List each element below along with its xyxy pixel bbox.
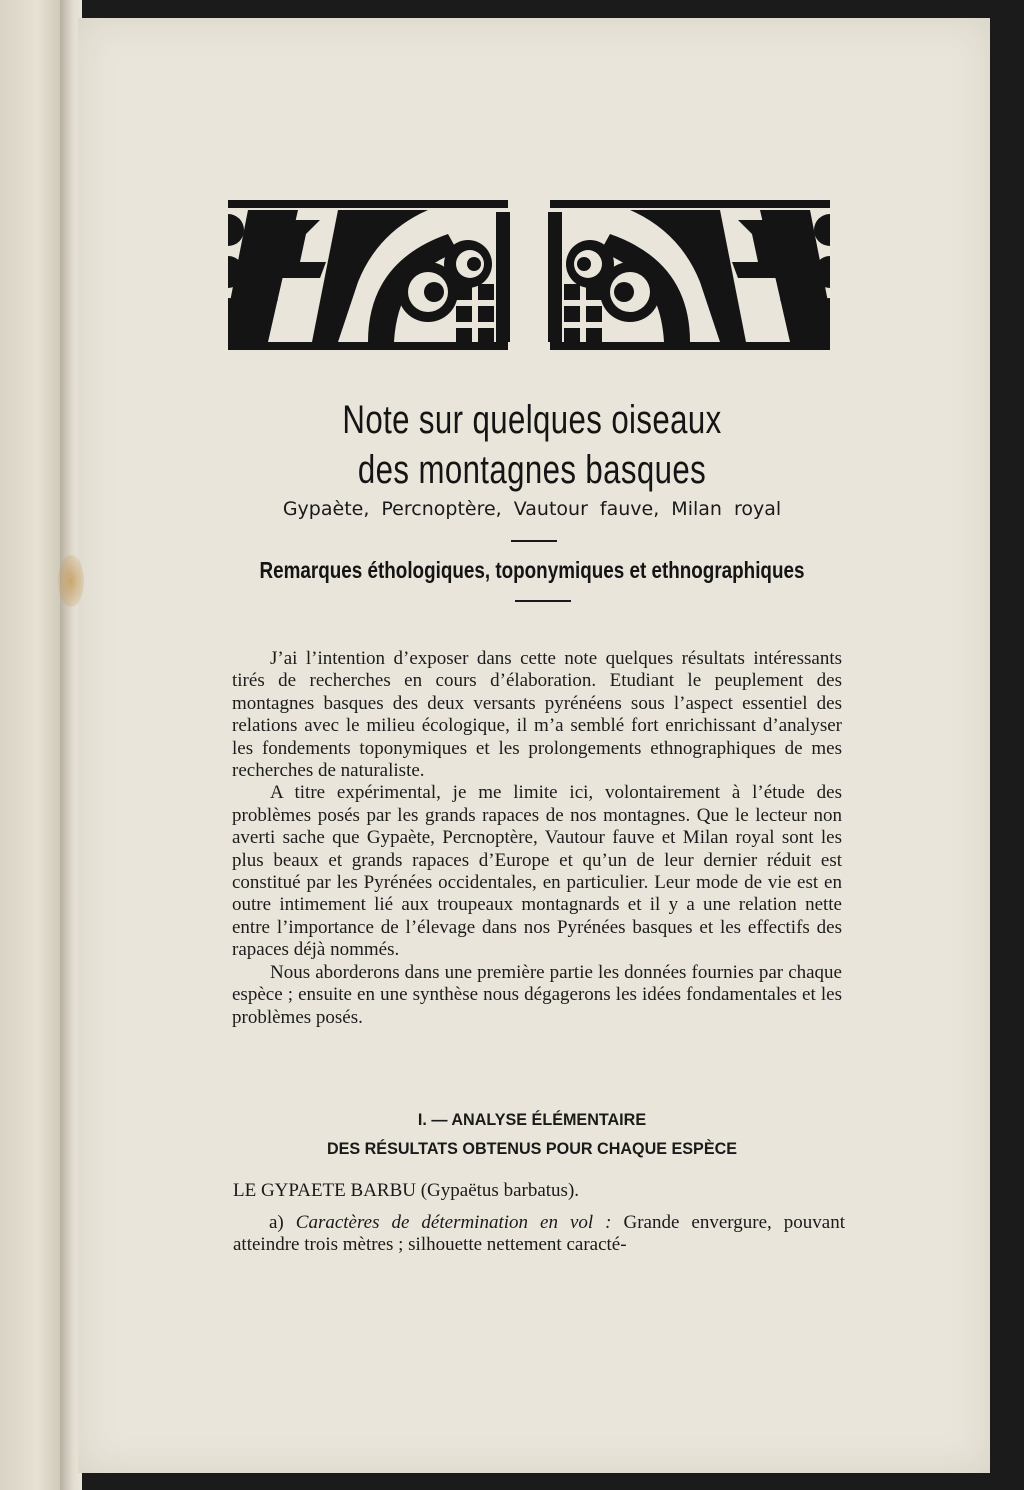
section-heading-line-1: I. — ANALYSE ÉLÉMENTAIRE — [417, 1110, 647, 1129]
title-line-2: des montagnes basques — [357, 448, 707, 492]
section-heading-line-2: DES RÉSULTATS OBTENUS POUR CHAQUE ESPÈCE — [326, 1139, 738, 1158]
title-line-1: Note sur quelques oiseaux — [342, 398, 722, 442]
species-heading — [233, 1180, 579, 1202]
characteristic-label: Caractères de détermination en vol : — [295, 1212, 612, 1233]
facing-page-edge — [0, 0, 62, 1490]
basque-ornament-frieze — [228, 192, 830, 352]
paper-stain — [58, 555, 84, 607]
paragraph: Nous aborderons dans une première partie les données fournies par chaque espèce ; ensuite en une synthèse nous dégagerons les idées fondamentales et les problèmes posés. — [232, 961, 842, 1028]
paragraph: J’ai l’intention d’exposer dans cette note quelques résultats intéressants tirés de recherches en cours d’élaboration. Etudiant le peuplement des montagnes basques des deux versants pyrénéens sous l’aspect essentiel des relations avec le milieu écologique, il m’a semblé fort enrichissant d’analyser les fondements toponymiques et les prolongements ethnographiques de mes recherches de naturaliste. — [232, 648, 842, 782]
characteristic-text: Grande envergure, pouvant atteindre trois mètres ; silhouette nettement caracté- — [233, 1212, 845, 1256]
paragraph: A titre expérimental, je me limite ici, volontairement à l’étude des problèmes posés par les grands rapaces de nos montagnes. Que le lecteur non averti sache que Gypaète, Percnoptère, Vautour fauve et Milan royal sont les plus beaux et grands rapaces d’Europe et qu’un de leur dernier réduit est constitué par les Pyrénées occidentales, en particulier. Leur mode de vie est en outre intimement lié aux troupeaux montagnards et il y a une relation nette entre l’importance de l’élevage dans nos Pyrénées basques et les effectifs des rapaces déjà nommés. — [232, 782, 842, 961]
species-name: LE GYPAETE BARBU — [233, 1180, 416, 1201]
intro-body — [232, 648, 842, 1029]
divider-rule — [511, 540, 557, 542]
subtitle: Gypaète, Percnoptère, Vautour fauve, Milan royal — [282, 498, 782, 520]
characteristic-prefix: a) — [269, 1212, 284, 1233]
remarks-heading: Remarques éthologiques, toponymiques et ethnographiques — [259, 557, 805, 583]
species-latin: (Gypaëtus barbatus). — [420, 1180, 580, 1201]
characteristic-paragraph — [233, 1212, 845, 1257]
divider-rule — [515, 600, 571, 602]
